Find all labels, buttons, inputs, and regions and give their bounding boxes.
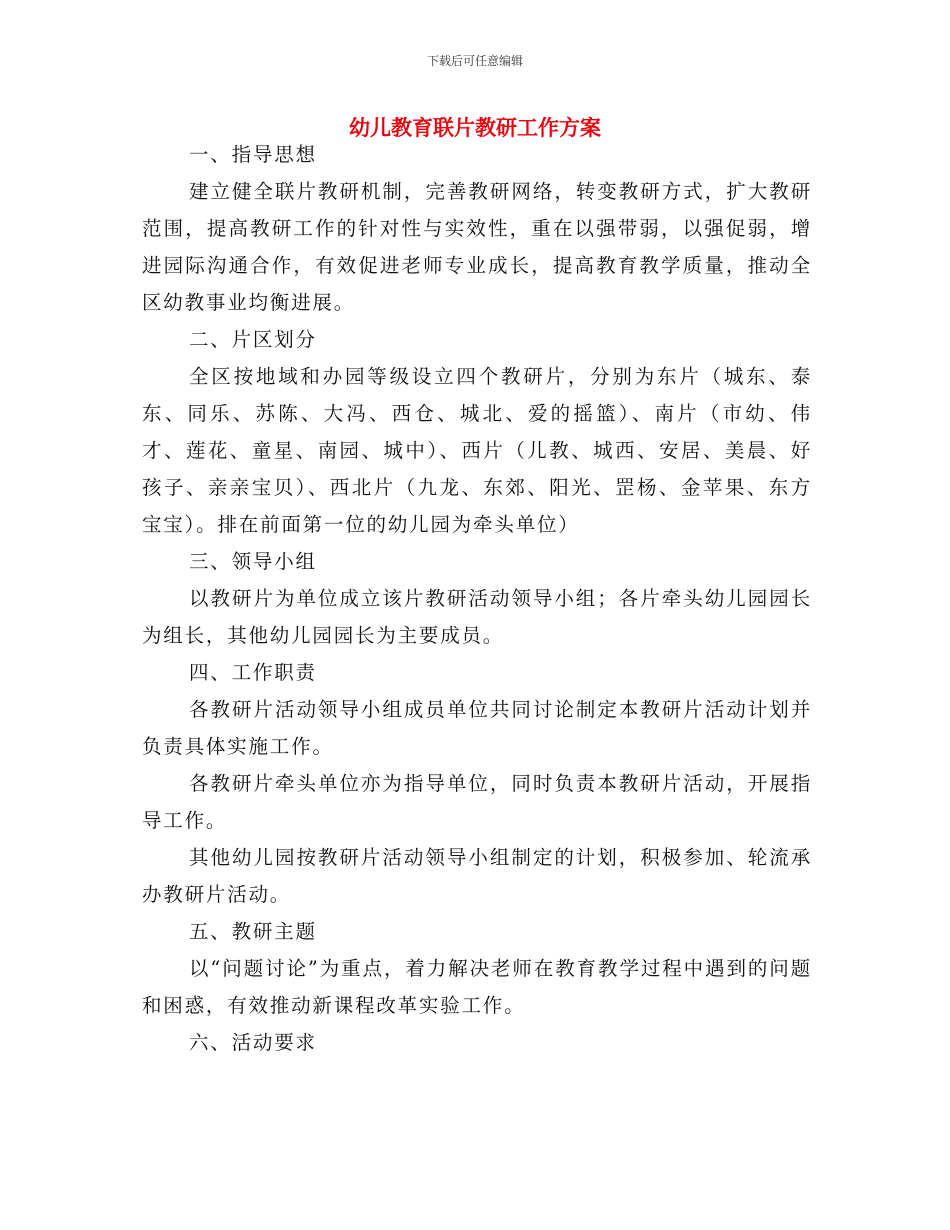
paragraph: 其他幼儿园按教研片活动领导小组制定的计划，积极参加、轮流承办教研片活动。 [142, 846, 812, 906]
section-heading-guiding-ideology: 一、指导思想 [189, 143, 317, 166]
document-body [142, 136, 812, 1061]
section-heading-duties: 四、工作职责 [189, 661, 317, 684]
paragraph: 建立健全联片教研机制，完善教研网络，转变教研方式，扩大教研范围，提高教研工作的针对性与实效性，重在以强带弱，以强促弱，增进园际沟通合作，有效促进老师专业成长，提高教育教学质量，推动全区幼教事业均衡进展。 [142, 180, 812, 314]
paragraph: 以教研片为单位成立该片教研活动领导小组；各片牵头幼儿园园长为组长，其他幼儿园园长为主要成员。 [142, 587, 812, 647]
section-heading-research-theme: 五、教研主题 [189, 920, 317, 943]
paragraph: 各教研片牵头单位亦为指导单位，同时负责本教研片活动，开展指导工作。 [142, 772, 812, 832]
section-heading-leading-group: 三、领导小组 [189, 550, 317, 573]
section-heading-activity-requirements: 六、活动要求 [189, 1031, 317, 1054]
document-title: 幼儿教育联片教研工作方案 [349, 116, 601, 140]
paragraph: 全区按地域和办园等级设立四个教研片，分别为东片（城东、泰东、同乐、苏陈、大冯、西仓、城北、爱的摇篮）、南片（市幼、伟才、莲花、童星、南园、城中）、西片（儿教、城西、安居、美晨、好孩子、亲亲宝贝）、西北片（九龙、东郊、阳光、罡杨、金苹果、东方宝宝）。排在前面第一位的幼儿园为牵头单位） [142, 365, 812, 536]
section-heading-district-division: 二、片区划分 [189, 328, 317, 351]
paragraph: 各教研片活动领导小组成员单位共同讨论制定本教研片活动计划并负责具体实施工作。 [142, 698, 812, 758]
header-note: 下载后可任意编辑 [426, 54, 523, 68]
paragraph: 以“问题讨论”为重点，着力解决老师在教育教学过程中遇到的问题和困惑，有效推动新课程改革实验工作。 [142, 957, 812, 1017]
